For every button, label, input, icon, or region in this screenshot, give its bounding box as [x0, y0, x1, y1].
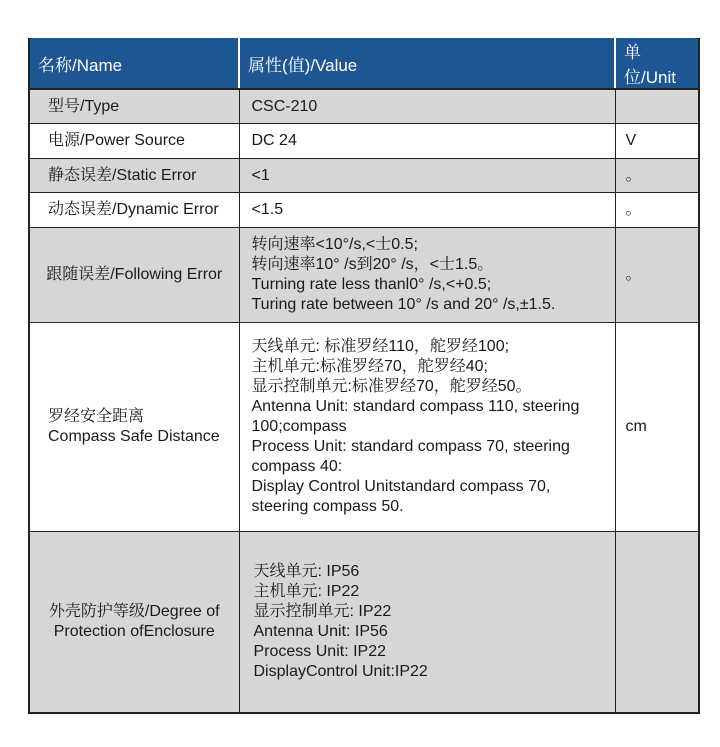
row-value: <1.5 — [239, 193, 615, 228]
row-name — [29, 532, 239, 714]
value-line: 天线单元: 标准罗经110，舵罗经100; — [251, 338, 510, 355]
row-name: 电源/Power Source — [29, 124, 239, 159]
value-line: 显示控制单元:标准罗经70，舵罗经50。 — [251, 378, 532, 395]
header-value: 属性(值)/Value — [239, 38, 615, 89]
row-unit: 。 — [615, 159, 699, 193]
row-unit: 。 — [615, 193, 699, 228]
table-row-degree-of-protection — [29, 532, 699, 714]
row-value — [239, 532, 615, 714]
value-line: Process Unit: standard compass 70, steering compass 40: — [251, 438, 570, 475]
name-line: 罗经安全距离 — [48, 408, 145, 425]
row-unit — [615, 89, 699, 124]
row-value: DC 24 — [239, 124, 615, 159]
value-line: 主机单元:标准罗经70，舵罗经40; — [251, 358, 488, 375]
row-name — [29, 323, 239, 532]
row-unit: 。 — [615, 228, 699, 323]
table-row-compass-safe-distance — [29, 323, 699, 532]
row-value — [239, 323, 615, 532]
table-row-static-error — [29, 159, 699, 193]
row-value: CSC-210 — [239, 89, 615, 124]
value-line: Antenna Unit: IP56 — [253, 623, 388, 640]
row-unit: V — [615, 124, 699, 159]
name-line: Protection ofEnclosure — [53, 623, 215, 640]
value-line: 天线单元: IP56 — [253, 563, 360, 580]
row-name: 型号/Type — [29, 89, 239, 124]
name-line: Compass Safe Distance — [48, 428, 220, 445]
header-row — [29, 38, 699, 89]
value-line: Display Control Unitstandard compass 70, steering compass 50. — [251, 478, 551, 515]
spec-table — [28, 38, 700, 714]
row-name: 跟随误差/Following Error — [29, 228, 239, 323]
value-line: 主机单元: IP22 — [253, 583, 360, 600]
value-line: 转向速率10° /s到20° /s，<士1.5。 — [251, 256, 494, 273]
row-value: <1 — [239, 159, 615, 193]
table-row-following-error — [29, 228, 699, 323]
table-row-power-source — [29, 124, 699, 159]
row-name: 动态误差/Dynamic Error — [29, 193, 239, 228]
name-line: 外壳防护等级/Degree of — [48, 603, 220, 620]
row-name: 静态误差/Static Error — [29, 159, 239, 193]
row-unit — [615, 532, 699, 714]
value-line: Process Unit: IP22 — [253, 643, 386, 660]
table-row-type — [29, 89, 699, 124]
table-row-dynamic-error — [29, 193, 699, 228]
value-line: DisplayControl Unit:IP22 — [253, 663, 428, 680]
value-line: Antenna Unit: standard compass 110, steering 100;compass — [251, 398, 580, 435]
value-line: 转向速率<10°/s,<士0.5; — [251, 236, 418, 253]
row-value — [239, 228, 615, 323]
value-line: 显示控制单元: IP22 — [253, 603, 392, 620]
header-name: 名称/Name — [29, 38, 239, 89]
value-line: Turning rate less thanl0° /s,<+0.5; — [251, 276, 492, 293]
header-unit: 单位/Unit — [615, 38, 699, 89]
value-line: Turing rate between 10° /s and 20° /s,±1.5. — [251, 296, 556, 313]
row-unit: cm — [615, 323, 699, 532]
